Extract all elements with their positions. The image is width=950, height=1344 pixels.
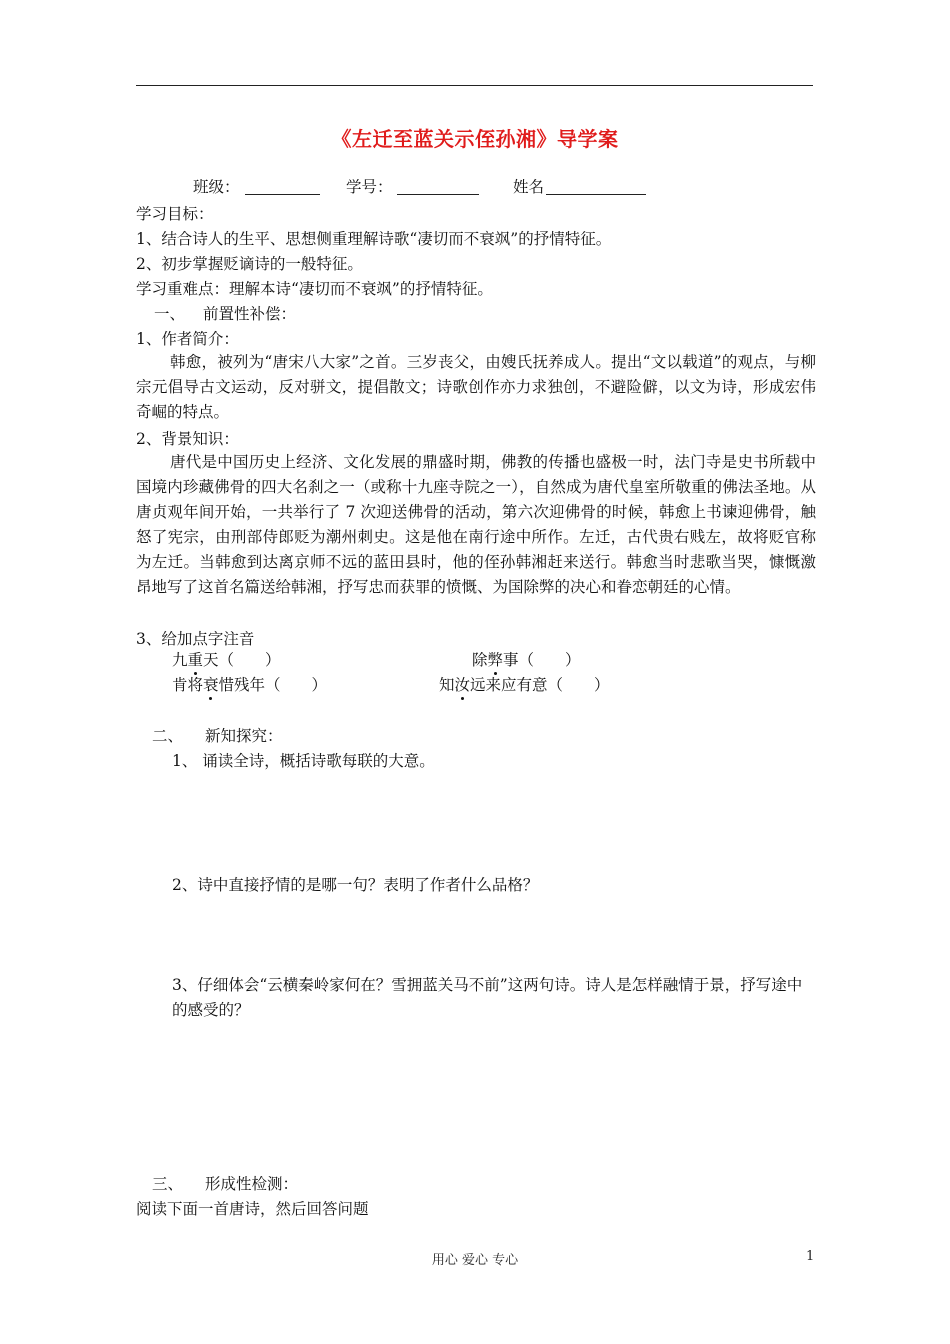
student-id-label: 学号： [346,178,393,196]
student-id-blank[interactable] [397,178,479,195]
goal-1: 1、结合诗人的生平、思想侧重理解诗歌“凄切而不衰飒”的抒情特征。 [136,230,612,248]
key-points: 学习重难点：理解本诗“凄切而不衰飒”的抒情特征。 [136,280,493,298]
section-1-title: 前置性补偿： [203,305,297,323]
page-title: 《左迁至蓝关示侄孙湘》导学案 [331,127,619,151]
name-blank[interactable] [546,178,646,195]
footer-slogan: 用心 爱心 专心 [431,1253,519,1268]
section-3-number: 三、 [152,1175,184,1193]
class-label: 班级： [193,178,240,196]
header-rule [136,85,813,86]
section-3-title: 形成性检测： [205,1175,299,1193]
pinyin-item-3-post: 惜残年（ ） [218,676,328,694]
section-3-intro: 阅读下面一首唐诗，然后回答问题 [136,1200,369,1218]
author-heading: 1、作者简介： [136,330,239,348]
pinyin-item-4 [439,675,610,695]
question-3: 3、仔细体会“云横秦岭家何在？雪拥蓝关马不前”这两句诗。诗人是怎样融情于景，抒写途中的感受的？ [172,976,803,1019]
question-2: 2、诗中直接抒情的是哪一句？表明了作者什么品格？ [172,876,539,894]
pinyin-item-2-post: 事（ ） [503,651,581,669]
dotted-char-4: 汝 [454,676,471,694]
pinyin-item-4-post: 远来应有意（ ） [470,676,610,694]
pinyin-item-1 [172,650,281,670]
class-blank[interactable] [245,178,320,195]
dotted-char-3: 衰 [203,676,219,694]
goal-2: 2、初步掌握贬谪诗的一般特征。 [136,255,363,273]
background-heading: 2、背景知识： [136,430,239,448]
pinyin-heading: 3、给加点字注音 [136,630,255,648]
dotted-char-1: 重 [187,651,204,669]
pinyin-item-2 [472,650,581,670]
pinyin-item-3 [172,675,327,695]
pinyin-item-1-post: 天（ ） [203,651,281,669]
pinyin-item-2-pre: 除 [472,651,488,669]
section-2-title: 新知探究： [205,727,283,745]
name-label: 姓名 [513,178,545,196]
dotted-char-2: 弊 [487,651,504,669]
pinyin-item-3-pre: 肯将 [172,676,204,694]
pinyin-item-1-pre: 九 [172,651,188,669]
goals-heading: 学习目标： [136,205,214,223]
pinyin-item-4-pre: 知 [439,676,455,694]
section-1-number: 一、 [154,305,186,323]
question-1: 1、 诵读全诗，概括诗歌每联的大意。 [172,752,435,770]
page-number: 1 [806,1249,815,1264]
author-paragraph: 韩愈，被列为“唐宋八大家”之首。三岁丧父，由嫂氏抚养成人。提出“文以载道”的观点，与柳宗元倡导古文运动，反对骈文，提倡散文；诗歌创作亦力求独创，不避险僻，以文为诗，形成宏伟奇崛的特点。 [136,353,816,421]
section-2-number: 二、 [152,727,184,745]
background-paragraph: 唐代是中国历史上经济、文化发展的鼎盛时期，佛教的传播也盛极一时，法门寺是史书所载中国境内珍藏佛骨的四大名刹之一（或称十九座寺院之一），自然成为唐代皇室所敬重的佛法圣地。从唐贞观年间开始，一共举行了 7 次迎送佛骨的活动，第六次迎佛骨的时候，韩愈上书谏迎佛骨，触怒了宪宗，由刑部侍郎贬为潮州刺史。这是他在南行途中所作。左迁，古代贵右贱左，故将贬官称为左迁。当韩愈到达离京师不远的蓝田县时，他的侄孙韩湘赶来送行。韩愈当时悲歌当哭，慷慨激昂地写了这首名篇送给韩湘，抒写忠而获罪的愤慨、为国除弊的决心和眷恋朝廷的心情。 [136,453,816,596]
